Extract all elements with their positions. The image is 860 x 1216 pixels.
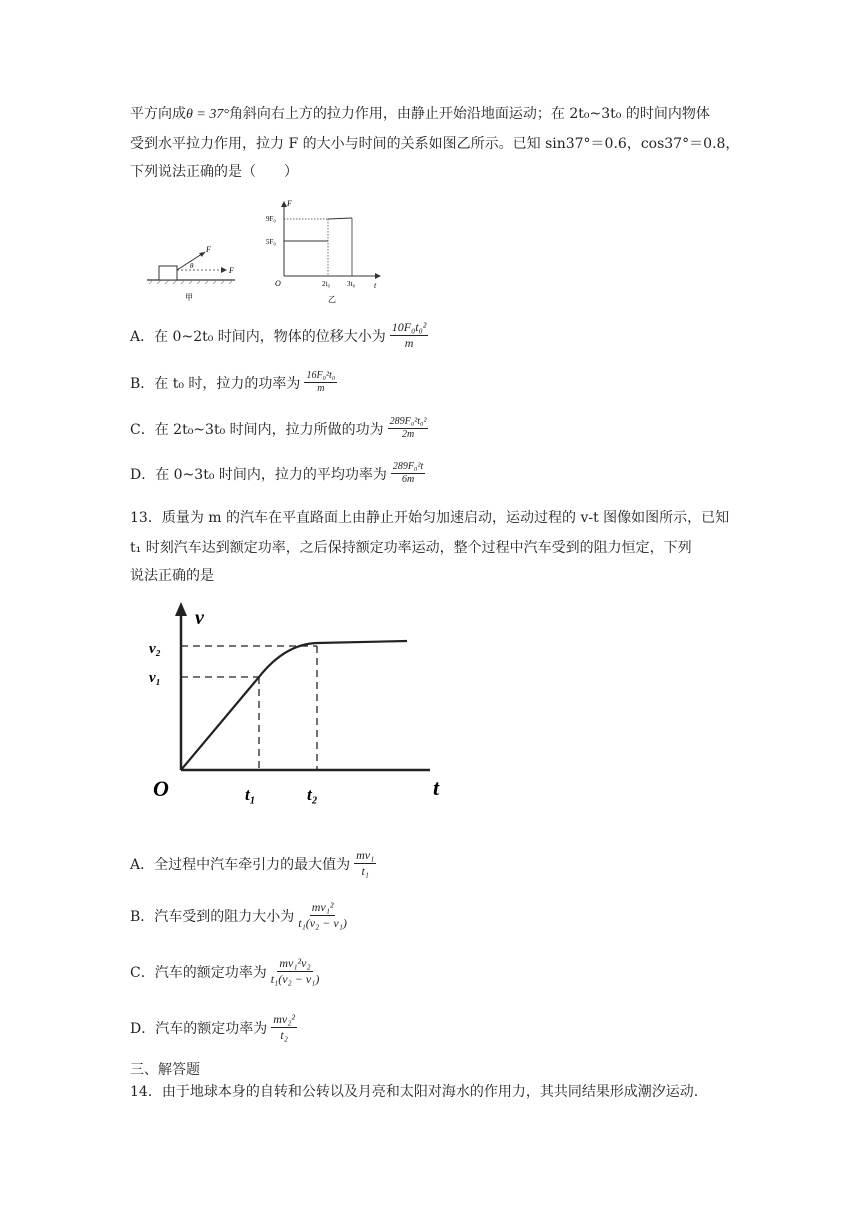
theta-equation: θ = 37° bbox=[186, 107, 229, 122]
q12-option-b[interactable]: B．在 t₀ 时，拉力的功率为 $\frac{\text{16F₀²t₀}}{m}$ bbox=[130, 370, 336, 394]
q13-option-d[interactable]: D．汽车的额定功率为 $\frac{\text{mv₂²}}{\text{t₂}}$ bbox=[130, 1012, 295, 1042]
slant-F-label: F bbox=[206, 245, 211, 254]
vt-axis-t: t bbox=[433, 775, 440, 800]
q12-option-c[interactable]: C．在 2t₀~3t₀ 时间内，拉力所做的功为 $\frac{\text{289F₀²t₀²}}{2m}$ bbox=[130, 416, 427, 440]
vt-v2-label: v₂ bbox=[149, 641, 161, 657]
vt-t1-label: t₁ bbox=[245, 785, 256, 804]
q12-b-fraction: $\frac{\text{16F₀²t₀}}{m}$ bbox=[306, 370, 336, 394]
figure-yi bbox=[262, 198, 392, 308]
yi-tick-5F0: 5F₀ bbox=[266, 238, 276, 246]
yi-tick-3t0: 3t₀ bbox=[347, 280, 355, 288]
block bbox=[159, 266, 177, 280]
q12-line1-a: 平方向成 bbox=[130, 106, 186, 122]
vt-graph bbox=[145, 600, 465, 810]
vt-v1-label: v₁ bbox=[149, 670, 161, 686]
q12-c-fraction: $\frac{\text{289F₀²t₀²}}{2m}$ bbox=[389, 416, 427, 440]
horizontal-F-label: F bbox=[229, 266, 234, 275]
yi-origin: O bbox=[275, 279, 281, 288]
q13-line1: 13．质量为 m 的汽车在平直路面上由静止开始匀加速启动，运动过程的 v-t 图像如图所示，已知 bbox=[130, 510, 730, 526]
figure-jia bbox=[145, 240, 240, 310]
q13-line3: 说法正确的是 bbox=[130, 568, 214, 584]
yi-axis-F: F bbox=[287, 199, 292, 208]
vt-t2-label: t₂ bbox=[307, 785, 318, 804]
vt-y-arrow bbox=[175, 602, 187, 616]
vt-curve bbox=[181, 641, 407, 770]
q13-option-b[interactable]: B．汽车受到的阻力大小为 $\frac{\text{mv₁²}}{\text{t₁(v₂ − v₁)}}$ bbox=[130, 900, 347, 930]
yi-tick-2t0: 2t₀ bbox=[322, 280, 330, 288]
ground-hatch bbox=[149, 280, 233, 284]
q14-line1: 14．由于地球本身的自转和公转以及月亮和太阳对海水的作用力，其共同结果形成潮汐运动. bbox=[130, 1084, 699, 1100]
q13-line2: t₁ 时刻汽车达到额定功率，之后保持额定功率运动，整个过程中汽车受到的阻力恒定，下列 bbox=[130, 540, 692, 556]
q13-c-fraction: $\frac{\text{mv₁²v₂}}{\text{t₁(v₂ − v₁)}}$ bbox=[270, 956, 320, 986]
q12-line2: 受到水平拉力作用，拉力 F 的大小与时间的关系如图乙所示。已知 sin37°＝0.6，cos37°＝0.8， bbox=[130, 136, 740, 152]
q12-option-a[interactable]: A．在 0~2t₀ 时间内，物体的位移大小为 $\frac{\text{10F₀t₀²}}{m}$ bbox=[130, 320, 427, 350]
vt-axis-v: v bbox=[195, 607, 204, 629]
q13-b-fraction: $\frac{\text{mv₁²}}{\text{t₁(v₂ − v₁)}}$ bbox=[298, 900, 347, 930]
vt-origin: O bbox=[153, 776, 169, 801]
q12-line3: 下列说法正确的是（ ） bbox=[130, 164, 298, 180]
jia-label: 甲 bbox=[185, 293, 193, 302]
q13-a-fraction: $\frac{\text{mv₁}}{\text{t₁}}$ bbox=[356, 848, 375, 878]
q13-d-fraction: $\frac{\text{mv₂²}}{\text{t₂}}$ bbox=[273, 1012, 295, 1042]
q12-a-fraction: $\frac{\text{10F₀t₀²}}{m}$ bbox=[391, 320, 427, 350]
q12-line1-b: 角斜向右上方的拉力作用，由静止开始沿地面运动；在 2t₀~3t₀ 的时间内物体 bbox=[228, 106, 710, 122]
yi-segment-9F0 bbox=[328, 218, 352, 219]
q12-option-d[interactable]: D．在 0~3t₀ 时间内，拉力的平均功率为 $\frac{\text{289F₀²t}}{6m}$ bbox=[130, 461, 424, 485]
section-heading: 三、解答题 bbox=[130, 1062, 200, 1078]
q13-option-a[interactable]: A．全过程中汽车牵引力的最大值为 $\frac{\text{mv₁}}{\text{t₁}}$ bbox=[130, 848, 375, 878]
q12-line1 bbox=[130, 104, 710, 125]
yi-label: 乙 bbox=[328, 295, 336, 304]
q13-option-c[interactable]: C．汽车的额定功率为 $\frac{\text{mv₁²v₂}}{\text{t₁(v₂ − v₁)}}$ bbox=[130, 956, 320, 986]
yi-axis-t: t bbox=[374, 281, 377, 290]
theta-label: θ bbox=[190, 262, 194, 270]
yi-tick-9F0: 9F₀ bbox=[266, 215, 276, 223]
q12-d-fraction: $\frac{\text{289F₀²t}}{6m}$ bbox=[392, 461, 424, 485]
